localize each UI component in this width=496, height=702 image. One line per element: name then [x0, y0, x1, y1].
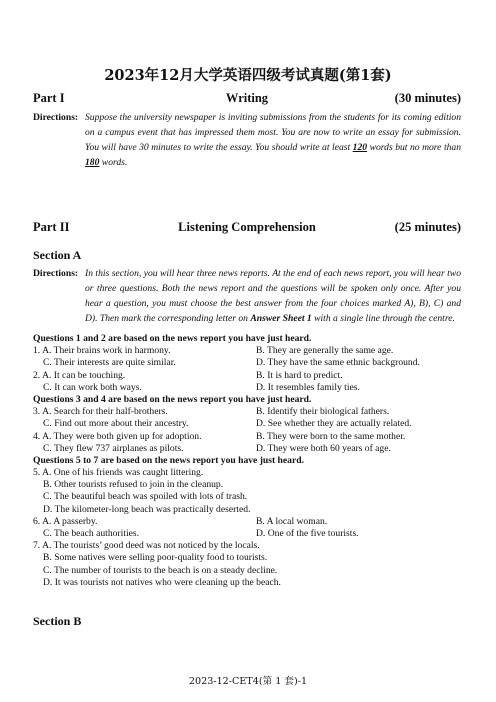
part-ii-header	[33, 220, 461, 238]
section-a-heading: Section A	[33, 248, 82, 262]
question-row	[33, 540, 461, 552]
part-number: Part II	[33, 220, 70, 234]
option-b: B. They were born to the same mother.	[256, 430, 406, 442]
option-d: D. It resembles family ties.	[256, 381, 360, 393]
option-c: C. They flew 737 airplanes as pilots.	[43, 442, 184, 454]
directions-label: Directions:	[33, 268, 79, 279]
option-d: D. It was tourists not natives who were cleaning up the beach.	[43, 576, 281, 588]
option-a: 6. A. A passerby.	[33, 515, 98, 527]
writing-directions	[33, 110, 461, 170]
option-c: C. The beach authorities.	[43, 528, 139, 539]
question-row	[33, 479, 461, 491]
question-row	[33, 443, 461, 455]
question-row	[33, 406, 461, 418]
question-row	[33, 418, 461, 430]
question-group-header: Questions 3 and 4 are based on the news report you have just heard.	[33, 393, 312, 405]
question-row	[33, 382, 461, 394]
part-time: (30 minutes)	[394, 91, 461, 105]
option-b: B. A local woman.	[256, 515, 328, 527]
option-d: D. They have the same ethnic background.	[256, 357, 420, 369]
option-c: C. Their interests are quite similar.	[43, 357, 176, 369]
answer-sheet-ref: Answer Sheet 1	[250, 313, 312, 324]
question-row	[33, 528, 461, 540]
questions-list	[33, 333, 461, 589]
option-a: 2. A. It can be touching.	[33, 369, 126, 381]
listening-directions	[33, 266, 461, 326]
question-row	[33, 565, 461, 577]
option-b: B. Other tourists refused to join in the cleanup.	[43, 479, 224, 491]
part-number: Part I	[33, 91, 65, 105]
question-row	[33, 467, 461, 479]
question-row	[33, 516, 461, 528]
part-name: Writing	[225, 91, 269, 105]
option-c: C. The number of tourists to the beach is on a steady decline.	[43, 564, 278, 576]
option-a: 5. A. One of his friends was caught littering.	[33, 467, 204, 479]
part-time: (25 minutes)	[394, 220, 461, 234]
question-row	[33, 491, 461, 503]
option-d: D. See whether they are actually related.	[256, 418, 412, 430]
option-d: D. The kilometer-long beach was practically deserted.	[43, 503, 251, 515]
option-d: D. One of the five tourists.	[256, 528, 359, 539]
option-a: 7. A. The tourists’ good deed was not noticed by the locals.	[33, 540, 260, 552]
option-a: 3. A. Search for their half-brothers.	[33, 406, 168, 418]
question-row	[33, 345, 461, 357]
option-a: 4. A. They were both given up for adoption.	[33, 430, 202, 442]
section-b-heading: Section B	[33, 614, 82, 628]
max-words: 180	[85, 157, 100, 168]
option-c: C. Find out more about their ancestry.	[43, 418, 189, 430]
question-row	[33, 577, 461, 589]
option-c: C. The beautiful beach was spoiled with lots of trash.	[43, 491, 248, 503]
question-group-header: Questions 1 and 2 are based on the news report you have just heard.	[33, 333, 312, 344]
min-words: 120	[352, 142, 368, 153]
option-c: C. It can work both ways.	[43, 381, 142, 393]
directions-label: Directions:	[33, 112, 79, 123]
question-row	[33, 552, 461, 564]
option-d: D. They were both 60 years of age.	[256, 442, 391, 454]
directions-text: Suppose the university newspaper is inviting submissions from the students for its coming edition on a campus event that has impressed them most. You are now to write an essay for submission. You will have 30 minutes to write the essay. You should write at least 120 words but no more than 180 words.	[85, 112, 461, 168]
page-title: 2023年12月大学英语四级考试真题(第1套)	[104, 67, 392, 84]
part-i-header	[33, 91, 461, 109]
option-b: B. They are generally the same age.	[256, 345, 394, 357]
question-group-header: Questions 5 to 7 are based on the news report you have just heard.	[33, 454, 304, 466]
question-row	[33, 370, 461, 382]
part-name: Listening Comprehension	[178, 220, 316, 234]
page-footer: 2023-12-CET4(第 1 套)-1	[188, 676, 308, 687]
question-row	[33, 431, 461, 443]
question-row	[33, 504, 461, 516]
option-a: 1. A. Their brains work in harmony.	[33, 345, 171, 357]
option-b: B. Some natives were selling poor-quality food to tourists.	[43, 552, 268, 564]
option-b: B. It is hard to predict.	[256, 369, 343, 381]
option-b: B. Identify their biological fathers.	[256, 406, 390, 418]
directions-text: In this section, you will hear three news reports. At the end of each news report, you will hear two or three questions. Both the news report and the questions will be spoken only once. After you hear a question, you must choose the best answer from the four choices marked A), B), C) and D). Then mark the corresponding letter on Answer Sheet 1 with a single line through the centre.	[85, 268, 461, 324]
question-row	[33, 357, 461, 369]
